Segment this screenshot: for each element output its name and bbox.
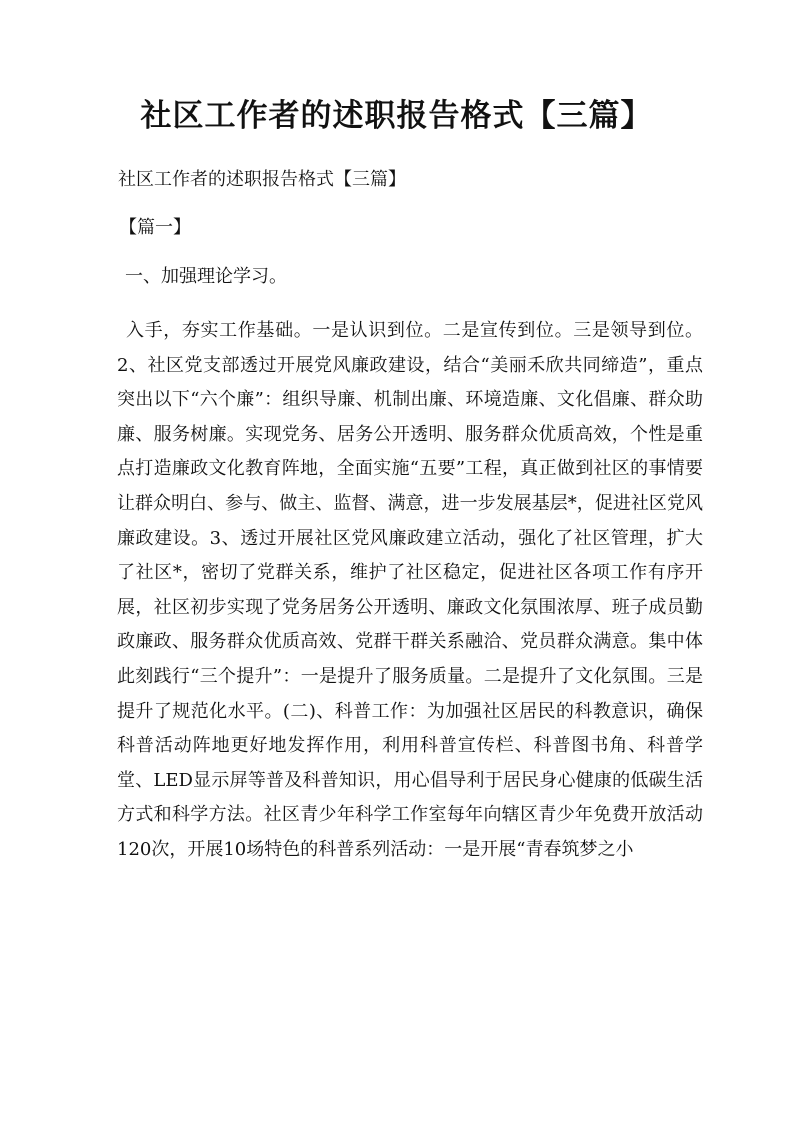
document-title: 社区工作者的述职报告格式【三篇】 [140, 98, 653, 134]
section-heading: 一、加强理论学习。 [125, 266, 287, 287]
document-subtitle: 社区工作者的述职报告格式【三篇】 [118, 169, 406, 190]
section-label: 【篇一】 [119, 217, 191, 238]
body-paragraph: 入手，夯实工作基础。一是认识到位。二是宣传到位。三是领导到位。2、社区党支部透过开展党风廉政建设，结合“美丽禾欣共同缔造”，重点突出以下“六个廉”：组织导廉、机制出廉、环境造廉、文化倡廉、群众助廉、服务树廉。实现党务、居务公开透明、服务群众优质高效，个性是重点打造廉政文化教育阵地，全面实施“五要”工程，真正做到社区的事情要让群众明白、参与、做主、监督、满意，进一步发展基层*，促进社区党风廉政建设。3、透过开展社区党风廉政建立活动，强化了社区管理，扩大了社区*，密切了党群关系，维护了社区稳定，促进社区各项工作有序开展，社区初步实现了党务居务公开透明、廉政文化氛围浓厚、班子成员勤政廉政、服务群众优质高效、党群干群关系融洽、党员群众满意。集中体此刻践行“三个提升”：一是提升了服务质量。二是提升了文化氛围。三是提升了规范化水平。(二)、科普工作：为加强社区居民的科教意识，确保科普活动阵地更好地发挥作用，利用科普宣传栏、科普图书角、科普学堂、LED显示屏等普及科普知识，用心倡导利于居民身心健康的低碳生活方式和科学方法。社区青少年科学工作室每年向辖区青少年免费开放活动120次，开展10场特色的科普系列活动：一是开展“青春筑梦之小 [117, 320, 703, 860]
